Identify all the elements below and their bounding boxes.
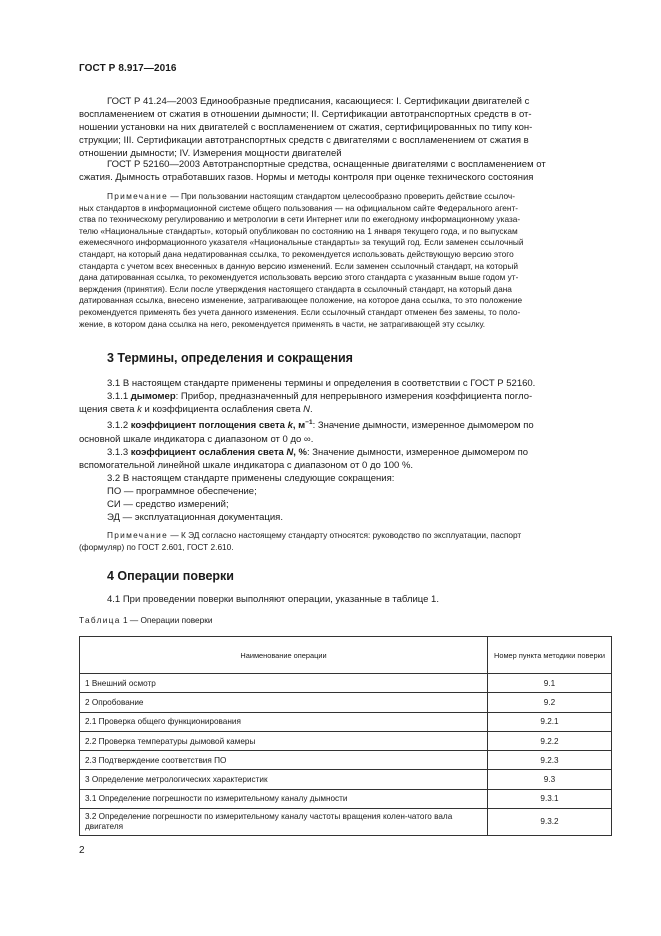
table-1-container <box>79 636 611 836</box>
paragraph-3-1-1-cont <box>79 403 613 416</box>
operation-name-cell: 1 Внешний осмотр <box>80 674 488 693</box>
note-references <box>79 191 613 330</box>
reference-gost-41-24 <box>79 95 613 160</box>
procedure-item-cell: 9.2.3 <box>488 751 612 770</box>
term-attenuation-coefficient <box>131 447 307 458</box>
note-line: ежемесячного информационного указателя «Национальные стандарты» за текущий год. Если заменен ссылочный <box>79 237 524 248</box>
section-3-title: 3 Термины, определения и сокращения <box>107 351 353 365</box>
procedure-item-cell: 9.3.2 <box>488 809 612 836</box>
definition-text: и коэффициента ослабления света <box>141 404 304 416</box>
table-row <box>80 712 612 731</box>
note-line: стандарт, на который дана недатированная ссылка, то рекомендуется использовать действующую версию этого <box>79 248 514 259</box>
term-absorption-coefficient <box>131 420 313 431</box>
table-row <box>80 751 612 770</box>
clause-number: 3.1.1 <box>107 391 131 403</box>
reference-gost-52160 <box>79 158 613 184</box>
paragraph-3-1-2-cont: основной шкале индикатора с диапазоном от 0 до ∞. <box>79 433 314 445</box>
text-line: струкции; III. Сертификации автотранспортных средств с двигателями с воспламенением от сжатия в <box>79 135 529 147</box>
table-row <box>80 770 612 789</box>
note-text: — К ЭД согласно настоящему стандарту относятся: руководство по эксплуатации, паспорт <box>168 530 522 540</box>
term-text: коэффициент поглощения света <box>130 420 288 432</box>
abbreviation-item: ПО — программное обеспечение; <box>107 485 257 497</box>
note-first-line <box>79 530 613 542</box>
column-header-procedure-item: Номер пункта методики поверки <box>488 637 612 674</box>
note-line: ных стандартов в информационной системе общего пользования — на официальном сайте Федерального агент- <box>79 202 519 213</box>
procedure-item-cell: 9.2.2 <box>488 731 612 750</box>
paragraph-3-1-3-cont: вспомогательной линейной шкале индикатора с диапазоном от 0 до 100 %. <box>79 459 414 471</box>
table-1-caption <box>79 615 213 627</box>
operations-table <box>79 636 612 836</box>
column-header-operation-name: Наименование операции <box>80 637 488 674</box>
note-line: телю «Национальные стандарты», который опубликован по состоянию на 1 января текущего года, и по выпускам <box>79 225 518 236</box>
note-text: — При пользовании настоящим стандартом целесообразно проверить действие ссылоч- <box>168 191 516 201</box>
paragraph-3-1-3 <box>79 446 613 459</box>
abbreviation-item: СИ — средство измерений; <box>107 499 229 510</box>
operation-name-cell: 3.2 Определение погрешности по измерительному каналу частоты вращения колен-чатого вала двигателя <box>80 809 488 836</box>
note-label: Примечание <box>107 530 169 540</box>
abbreviation-item: ЭД — эксплуатационная документация. <box>107 512 283 524</box>
operation-name-cell: 2.1 Проверка общего функционирования <box>80 712 488 731</box>
section-4-title: 4 Операции поверки <box>107 569 234 583</box>
note-operational-docs <box>79 530 613 553</box>
paragraph-3-1: 3.1 В настоящем стандарте применены термины и определения в соответствии с ГОСТ Р 52160. <box>107 378 536 389</box>
definition-text: . <box>310 404 313 416</box>
unit-exponent: −1 <box>305 419 313 427</box>
document-header-title: ГОСТ Р 8.917—2016 <box>79 63 177 74</box>
text-line: сжатия. Дымность отработавших газов. Нормы и методы контроля при оценке технического состояния <box>79 172 534 184</box>
text-line: ГОСТ Р 52160—2003 Автотранспортные средства, оснащенные двигателями с воспламенением от <box>107 159 546 170</box>
symbol-k: k <box>137 404 142 416</box>
paragraph-3-1-2 <box>79 416 613 432</box>
symbol-n: N <box>303 404 311 416</box>
definition-text: : Значение дымности, измеренное дымомером по <box>307 446 529 458</box>
paragraph-4-1: 4.1 При проведении поверки выполняют операции, указанные в таблице 1. <box>107 594 439 605</box>
note-line: жение, в котором дана ссылка на него, рекомендуется применять в части, не затрагивающей эту ссылку. <box>79 318 486 329</box>
term-text: коэффициент ослабления света <box>130 446 287 458</box>
note-line: (формуляр) по ГОСТ 2.601, ГОСТ 2.610. <box>79 541 234 552</box>
table-caption-label: Таблица <box>79 615 121 625</box>
note-line: датированная ссылка, внесено изменение, затрагивающее положение, на которое дана ссылка, то это положение <box>79 295 523 306</box>
table-row <box>80 731 612 750</box>
definition-text: : Значение дымности, измеренное дымомером по <box>312 420 534 432</box>
table-row <box>80 809 612 836</box>
procedure-item-cell: 9.3.1 <box>488 789 612 808</box>
unit-text: , м <box>292 420 306 432</box>
note-line: стандарта с учетом всех внесенных в данную версию изменений. Если заменен ссылочный стандарт, на который <box>79 260 518 271</box>
definition-text: : Прибор, предназначенный для непрерывного измерения коэффициента погло- <box>175 391 533 403</box>
procedure-item-cell: 9.2.1 <box>488 712 612 731</box>
section-3-body <box>79 377 613 524</box>
procedure-item-cell: 9.2 <box>488 693 612 712</box>
symbol-n: N <box>286 446 294 458</box>
table-row <box>80 789 612 808</box>
note-first-line <box>79 191 613 203</box>
table-row <box>80 674 612 693</box>
operation-name-cell: 2 Опробование <box>80 693 488 712</box>
operation-name-cell: 2.2 Проверка температуры дымовой камеры <box>80 731 488 750</box>
text-line: ношении установки на них двигателей с воспламенением от сжатия, сертифицированных по типу кон- <box>79 122 533 134</box>
unit-text: , % <box>293 446 307 458</box>
table-row <box>80 693 612 712</box>
operation-name-cell: 2.3 Подтверждение соответствия ПО <box>80 751 488 770</box>
procedure-item-cell: 9.1 <box>488 674 612 693</box>
symbol-k: k <box>287 420 293 432</box>
clause-number: 3.1.2 <box>107 420 131 432</box>
text-line: отношении дымности; IV. Измерения мощности двигателей <box>79 148 342 160</box>
note-line: ства по техническому регулированию и метрологии в сети Интернет или по ежегодному информационному указа- <box>79 214 521 225</box>
paragraph-3-2: 3.2 В настоящем стандарте применены следующие сокращения: <box>107 472 395 484</box>
definition-text: щения света <box>79 404 138 416</box>
note-line: рекомендуется применять без учета данного изменения. Если ссылочный стандарт отменен без замены, то поло- <box>79 306 521 317</box>
paragraph-3-1-1 <box>79 390 613 403</box>
note-label: Примечание <box>107 191 169 201</box>
table-header-row <box>80 637 612 674</box>
term-smokemeter: дымомер <box>130 391 176 403</box>
note-line: верждения (принятия). Если после утверждения настоящего стандарта в ссылочный стандарт, на который дана <box>79 283 512 294</box>
table-caption-text: 1 — Операции поверки <box>120 615 213 625</box>
clause-number: 3.1.3 <box>107 446 131 458</box>
note-line: дана датированная ссылка, то рекомендуется использовать версию этого стандарта с указанным выше годом ут- <box>79 272 519 283</box>
operation-name-cell: 3 Определение метрологических характеристик <box>80 770 488 789</box>
page-number: 2 <box>79 845 85 856</box>
text-line: ГОСТ Р 41.24—2003 Единообразные предписания, касающиеся: I. Сертификации двигателей с <box>107 96 530 107</box>
procedure-item-cell: 9.3 <box>488 770 612 789</box>
operation-name-cell: 3.1 Определение погрешности по измерительному каналу дымности <box>80 789 488 808</box>
text-line: воспламенением от сжатия в отношении дымности; II. Сертификации автотранспортных средств в от- <box>79 109 532 121</box>
